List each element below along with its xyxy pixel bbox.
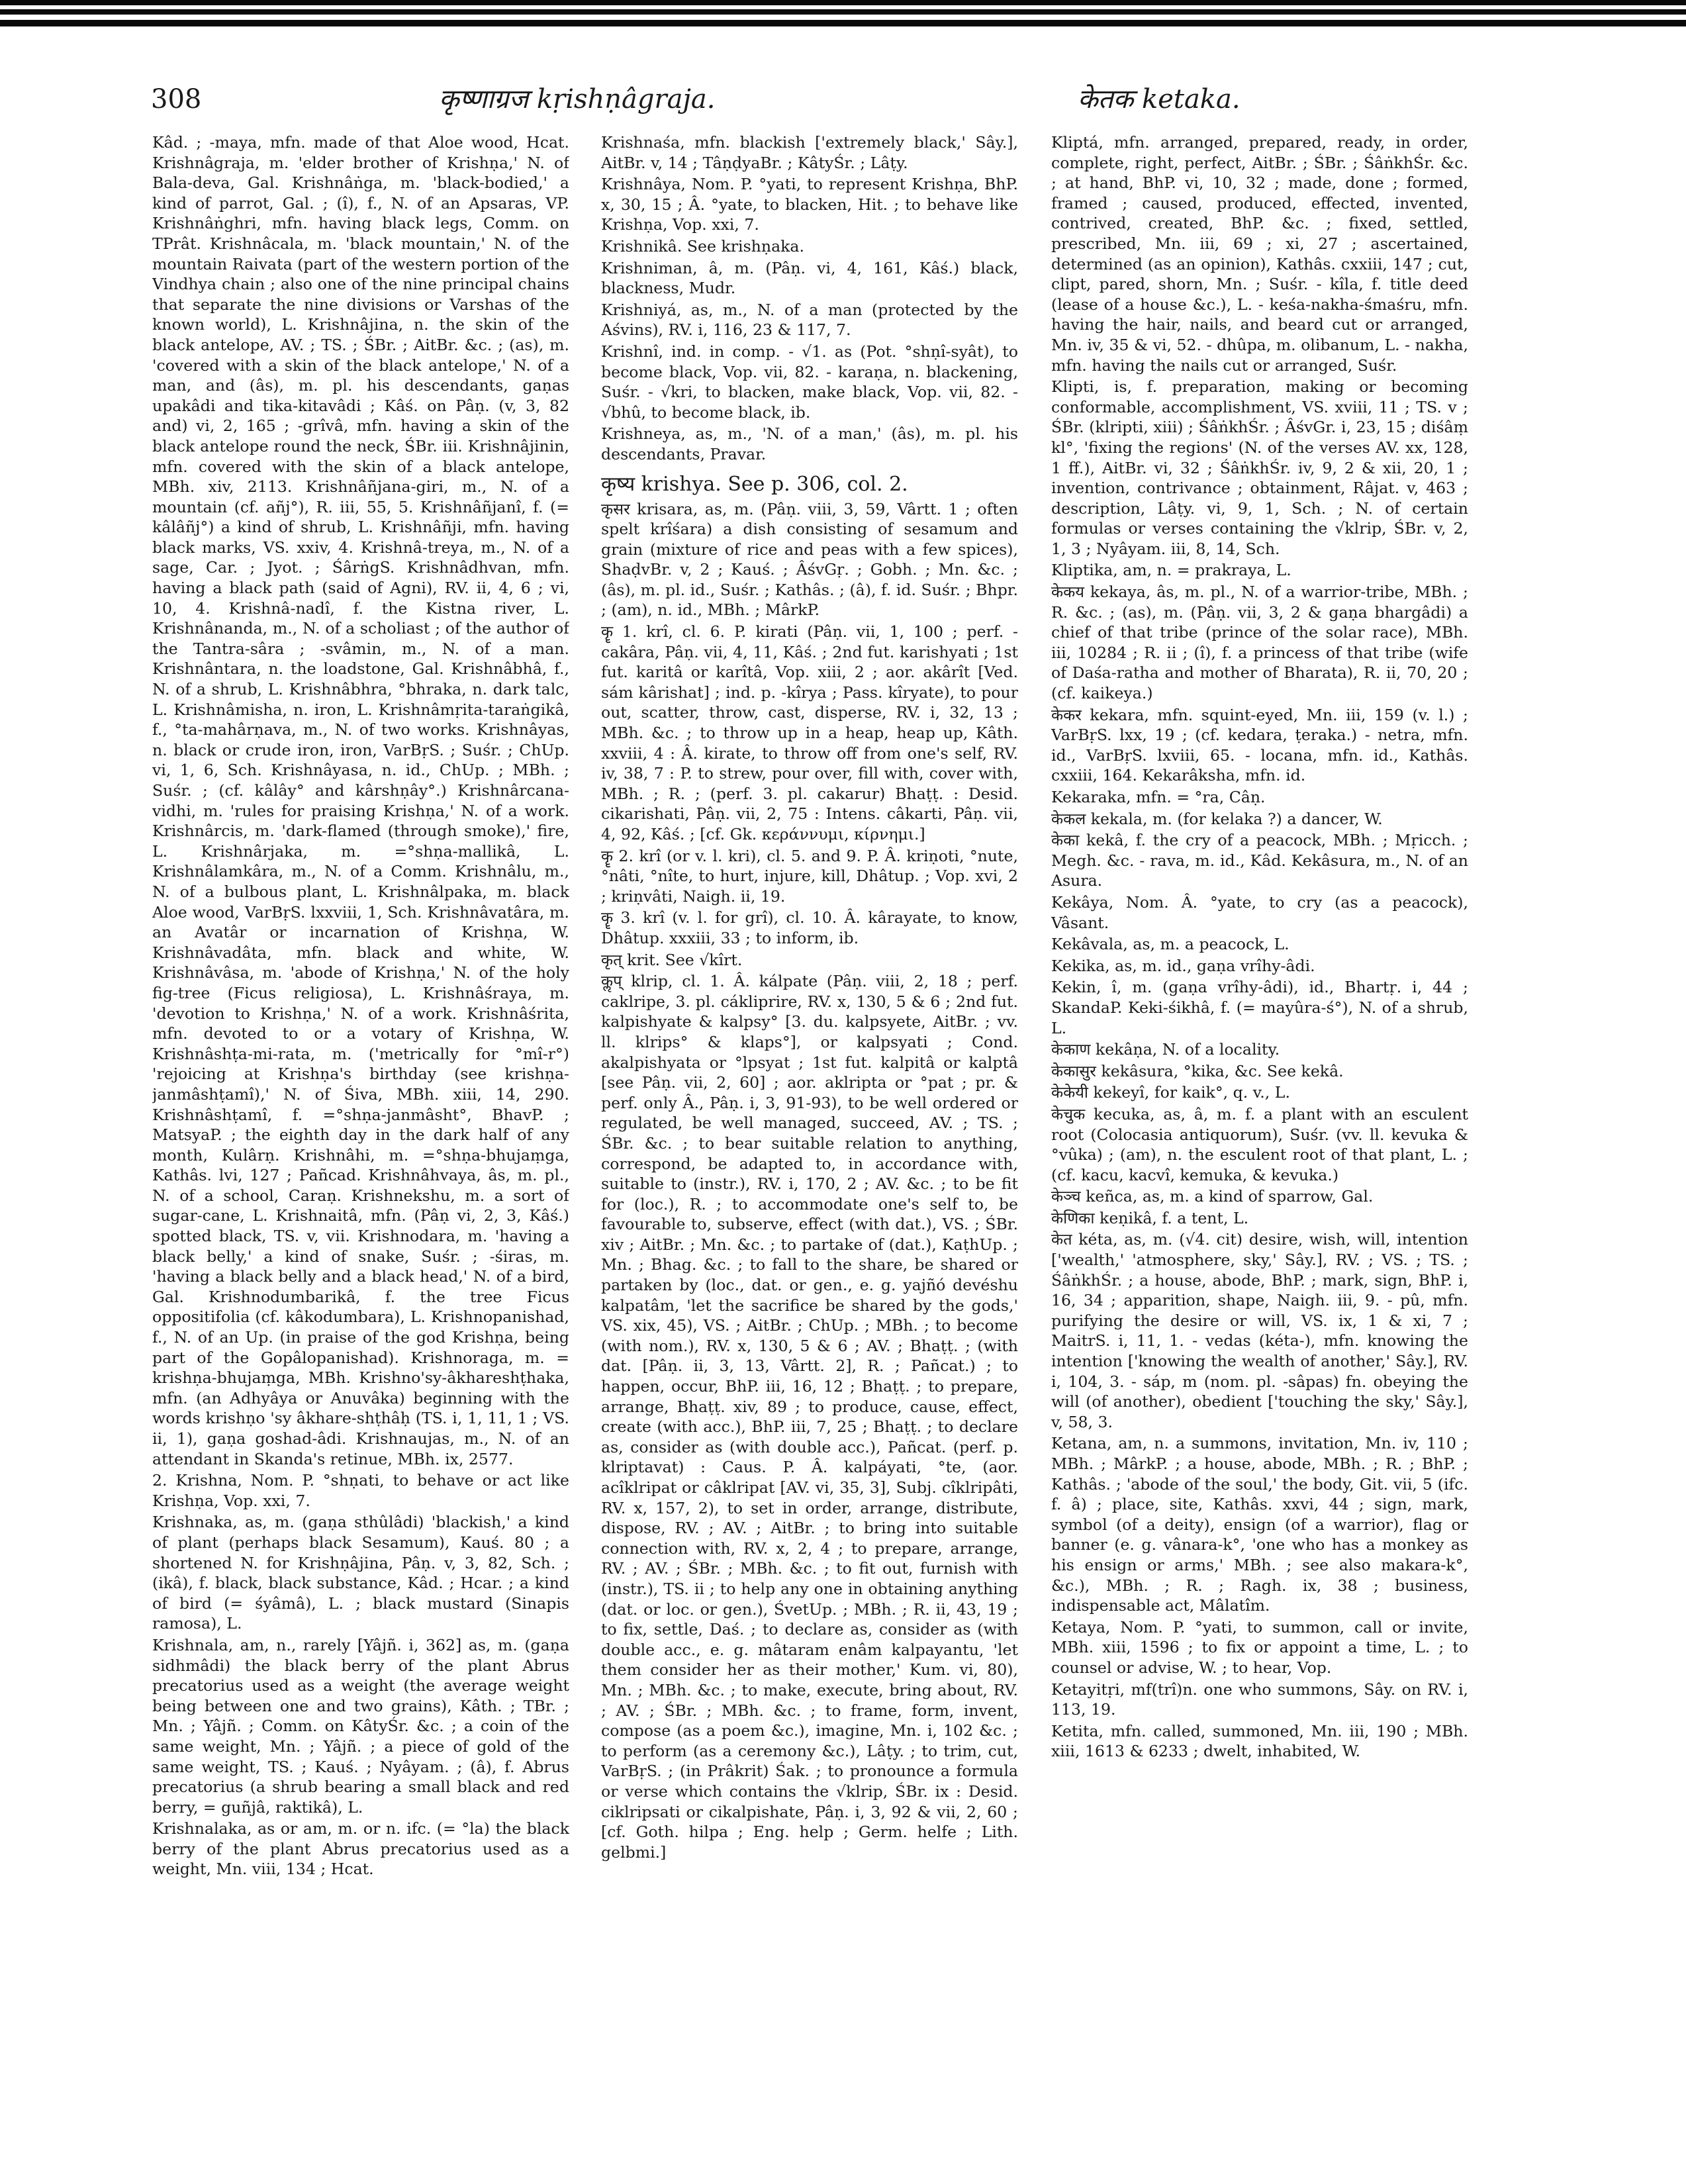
right-headword: केतक ketaka. [1078,84,1241,115]
entry-block: Klipti, is, f. preparation, making or becoming conformable, accomplishment, VS. xviii, 11 ; TS. v ; ŚBr. (klripti, xiii) ; ŚâṅkhŚr. ; ÂśvGr. i, 23, 15 ; diśâṃ kl°, 'fixing the regions' (N. of the verses AV. xx, 128, 1 ff.), AitBr. vi, 32 ; ŚâṅkhŚr. iv, 9, 2 & xii, 20, 1 ; invention, contrivance ; obtainment, Râjat. v, 463 ; description, Lâṭy. vi, 9, 1, Sch. ; N. of certain formulas or verses containing the √klrip, ŚBr. v, 2, 1, 3 ; Nyâyam. iii, 8, 14, Sch. [1051,377,1468,558]
entry-block: Kekâvala, as, m. a peacock, L. [1051,935,1289,954]
column-2 [601,132,1018,2165]
entry-block: Krishnala, am, n., rarely [Yâjñ. i, 362] as, m. (gaṇa sidhmâdi) the black berry of the plant Abrus precatorius used as a weight (the average weight being between one and two grains), Kâth. ; TBr. ; Mn. ; Yâjñ. ; Comm. on KâtyŚr. &c. ; a coin of the same weight, Mn. ; Yâjñ. ; a piece of gold of the same weight, TS. ; Kauś. ; Nyâyam. ; (â), f. Abrus precatorius (a shrub bearing a small black and red berry, = guñjâ, raktikâ), L. [152,1635,569,1817]
entry-block: केकासुर kekâsura, °kika, &c. See kekâ. [1051,1061,1344,1080]
entry-block: केकय kekaya, âs, m. pl., N. of a warrior-tribe, MBh. ; R. &c. ; (as), m. (Pâṇ. vii, 3, 2 & gaṇa bhargâdi) a chief of that tribe (prince of the solar race), MBh. iii, 10284 ; R. ii ; (î), f. a princess of that tribe (wife of Daśa-ratha and mother of Bharata), R. ii, 70, 20 ; (cf. kaikeya.) [1051,583,1468,703]
entry-block: Krishnaśa, mfn. blackish ['extremely black,' Sây.], AitBr. v, 14 ; TâṇḍyaBr. ; KâtyŚr. ; Lâṭy. [601,133,1018,172]
entry-block: Kliptá, mfn. arranged, prepared, ready, in order, complete, right, perfect, AitBr. ; ŚBr. ; ŚâṅkhŚr. &c. ; at hand, BhP. vi, 10, 32 ; made, done ; formed, framed ; caused, produced, effected, invented, contrived, created, BhP. &c. ; fixed, settled, prescribed, Mn. iii, 69 ; xi, 27 ; ascertained, determined (as an opinion), Kathâs. cxxiii, 147 ; cut, clipt, pared, shorn, Mn. ; Suśr. - kîla, f. title deed (lease of a house &c.), L. - keśa-nakha-śmaśru, mfn. having the hair, nails, and beard cut or arranged, Mn. iv, 35 & vi, 52. - dhûpa, m. olibanum, L. - nakha, mfn. having the nails cut or arranged, Suśr. [1051,133,1468,375]
entry-block: केकाण kekâṇa, N. of a locality. [1051,1040,1280,1059]
entry-block: कॢप् klrip, cl. 1. Â. kálpate (Pâṇ. viii, 2, 18 ; perf. caklripe, 3. pl. cákliprire, RV. x, 130, 5 & 6 ; 2nd fut. kalpishyate & kalpsy° [3. du. kalpsyete, AitBr. ; vv. ll. klrips° & klaps°], or kalpsyati ; Cond. akalpishyata or °lpsyat ; 1st fut. kalpitâ or kalptâ [see Pâṇ. vii, 2, 60] ; aor. aklripta or °pat ; pr. & perf. only Â., Pâṇ. i, 3, 91-93), to be well ordered or regulated, be well managed, succeed, AV. ; TS. ; ŚBr. &c. ; to bear suitable relation to anything, correspond, be adapted to, in accordance with, suitable to (instr.), RV. i, 170, 2 ; AV. &c. ; to be fit for (loc.), R. ; to accommodate one's self to, be favourable to, subserve, effect (with dat.), VS. ; ŚBr. xiv ; AitBr. ; Mn. &c. ; to partake of (dat.), KaṭhUp. ; Mn. ; Bhag. &c. ; to fall to the share, be shared or partaken by (loc., dat. or gen., e. g. yajñó devéshu kalpatâm, 'let the sacrifice be shared by the gods,' VS. xix, 45), VS. ; AitBr. ; ChUp. ; MBh. ; to become (with nom.), RV. x, 130, 5 & 6 ; AV. ; Bhaṭṭ. ; (with dat. [Pâṇ. ii, 3, 13, Vârtt. 2], R. ; Pañcat.) ; to happen, occur, BhP. iii, 16, 12 ; Bhaṭṭ. ; to prepare, arrange, Bhaṭṭ. xiv, 89 ; to produce, cause, effect, create (with acc.), BhP. iii, 7, 25 ; Bhaṭṭ. ; to declare as, consider as (with double acc.), Pañcat. (perf. p. klriptavat) : Caus. P. Â. kalpáyati, °te, (aor. acîklripat or câklripat [AV. vi, 35, 3], Subj. cîklripâti, RV. x, 157, 2), to set in order, arrange, distribute, dispose, RV. ; AV. ; AitBr. ; to bring into suitable connection with, RV. x, 2, 4 ; to prepare, arrange, RV. ; AV. ; ŚBr. ; MBh. &c. ; to fit out, furnish with (instr.), TS. ii ; to help any one in obtaining anything (dat. or loc. or gen.), ŚvetUp. ; MBh. ; R. ii, 43, 19 ; to fix, settle, Daś. ; to declare as, consider as (with double acc., e. g. mâtaram enâm kalpayantu, 'let them consider her as their mother,' Kum. vi, 80), Mn. ; MBh. &c. ; to make, execute, bring about, RV. ; AV. ; ŚBr. ; MBh. &c. ; to frame, form, invent, compose (as a poem &c.), imagine, Mn. i, 102 &c. ; to perform (as a ceremony &c.), Lâṭy. ; to trim, cut, VarBṛS. ; (in Prâkrit) Śak. ; to pronounce a formula or verse which contains the √klrip, ŚBr. ix : Desid. ciklripsati or cikalpishate, Pâṇ. i, 3, 92 & vii, 2, 60 ; [cf. Goth. hilpa ; Eng. help ; Germ. helfe ; Lith. gelbmi.] [601,972,1018,1862]
entry-block: Krishniyá, as, m., N. of a man (protected by the Aśvins), RV. i, 116, 23 & 117, 7. [601,300,1018,340]
entry-block: Krishniman, â, m. (Pâṇ. vi, 4, 161, Kâś.) black, blackness, Mudr. [601,258,1018,298]
entry-block: केकर kekara, mfn. squint-eyed, Mn. iii, 159 (v. l.) ; VarBṛS. lxx, 19 ; (cf. kedara, ṭeraka.) - netra, mfn. id., VarBṛS. lxviii, 65. - locana, mfn. id., Kathâs. cxxiii, 164. Kekarâksha, mfn. id. [1051,705,1468,785]
entry-block: कॄ 1. krî, cl. 6. P. kirati (Pâṇ. vii, 1, 100 ; perf. -cakâra, Pâṇ. vii, 4, 11, Kâś. ; 2nd fut. karishyati ; 1st fut. karitâ or karîtâ, Vop. xiii, 2 ; aor. akârît [Ved. sám kârishat] ; ind. p. -kîrya ; Pass. kîryate), to pour out, scatter, throw, cast, disperse, RV. i, 32, 13 ; MBh. &c. ; to throw up in a heap, heap up, Kâth. xxviii, 4 : Â. kirate, to throw off from one's self, RV. iv, 38, 7 : P. to strew, pour over, fill with, cover with, MBh. ; R. ; (perf. 3. pl. cakarur) Bhaṭṭ. : Desid. cikarishati, Pâṇ. vii, 2, 75 : Intens. câkarti, Pâṇ. vii, 4, 92, Kâś. ; [cf. Gk. κεράννυμι, κίρνημι.] [601,622,1018,843]
entry-block: कृत् krit. See √kîrt. [601,950,743,969]
entry-block: Krishnikâ. See krishṇaka. [601,236,804,256]
entry-block: Krishneya, as, m., 'N. of a man,' (âs), m. pl. his descendants, Pravar. [601,424,1018,463]
entry-block: Krishnî, ind. in comp. - √1. as (Pot. °shṇî-syât), to become black, Vop. vii, 82. - karaṇa, n. blackening, Suśr. - √kri, to blacken, make black, Vop. vii, 82. - √bhû, to become black, ib. [601,342,1018,422]
entry-block: Krishnâya, Nom. P. °yati, to represent Krishṇa, BhP. x, 30, 15 ; Â. °yate, to blacken, Hit. ; to behave like Krishṇa, Vop. xxi, 7. [601,175,1018,234]
page-header [151,78,1541,120]
entry-block: कृष्य krishya. See p. 306, col. 2. [601,472,908,496]
entry-block: Krishnaka, as, m. (gaṇa sthûlâdi) 'blackish,' a kind of plant (perhaps black Sesamum), Kauś. 80 ; a shortened N. for Krishṇâjina, Pâṇ. v, 3, 82, Sch. ; (ikâ), f. black, black substance, Kâd. ; Hcar. ; a kind of bird (= śyâmâ), L. ; black mustard (Sinapis ramosa), L. [152,1513,569,1633]
entry-block: Kliptika, am, n. = prakraya, L. [1051,561,1291,580]
entry-block: केकल kekala, m. (for kelaka ?) a dancer, W. [1051,809,1383,828]
entry-block: Kekâya, Nom. Â. °yate, to cry (as a peacock), Vâsant. [1051,892,1468,932]
entry-block: केत kéta, as, m. (√4. cit) desire, wish, will, intention ['wealth,' 'atmosphere, sky,' Sây.], RV. ; VS. ; TS. ; ŚâṅkhŚr. ; a house, abode, BhP. ; mark, sign, BhP. i, 16, 34 ; apparition, shape, Naigh. iii, 9. - pû, mfn. purifying the desire or will, VS. ix, 1 & xi, 7 ; MaitrS. i, 11, 1. - vedas (kéta-), mfn. knowing the intention ['knowing the wealth of another,' Sây.], RV. i, 104, 3. - sáp, m (nom. pl. -sâpas) fn. obeying the will (of another), obedient ['touching the sky,' Sây.], v, 58, 3. [1051,1230,1468,1431]
entry-block: केचुक kecuka, as, â, m. f. a plant with an esculent root (Colocasia antiquorum), Suśr. (vv. ll. kevuka & °vûka) ; (am), n. the esculent root of that plant, L. ; (cf. kacu, kacvî, kemuka, & kevuka.) [1051,1104,1468,1184]
column-3 [1051,132,1468,2165]
column-1 [152,132,569,2165]
entry-block: Kâd. ; -maya, mfn. made of that Aloe wood, Hcat. Krishnâgraja, m. 'elder brother of Krishṇa,' N. of Bala-deva, Gal. Krishnâṅga, m. 'black-bodied,' a kind of parrot, Gal. ; (î), f., N. of an Apsaras, VP. Krishnâṅghri, mfn. having black legs, Comm. on TPrât. Krishnâcala, m. 'black mountain,' N. of the mountain Raivata (part of the western portion of the Vindhya chain ; also one of the nine principal chains that separate the nine divisions or Varshas of the known world), L. Krishnâjina, n. the skin of the black antelope, AV. ; TS. ; ŚBr. ; AitBr. &c. ; (as), m. 'covered with a skin of the black antelope,' N. of a man, and (âs), m. pl. his descendants, gaṇas upakâdi and tika-kitavâdi ; Kâś. on Pâṇ. (v, 3, 82 and) vi, 2, 165 ; -grîvâ, mfn. having a skin of the black antelope round the neck, ŚBr. iii. Krishnâjinin, mfn. covered with the skin of a black antelope, MBh. xiv, 2113. Krishnâñjana-giri, m., N. of a mountain (cf. añj°), R. iii, 55, 5. Krishnâñjanî, f. (= kâlâñj°) a kind of shrub, L. Krishnâñji, mfn. having black marks, VS. xxiv, 4. Krishnâ-treya, m., N. of a sage, Car. ; Jyot. ; ŚârṅgS. Krishnâdhvan, mfn. having a black path (said of Agni), RV. ii, 4, 6 ; vi, 10, 4. Krishnâ-nadî, f. the Kistna river, L. Krishnânanda, m., N. of a scholiast ; of the author of the Tantra-sâra ; -svâmin, m., N. of a man. Krishnântara, n. the loadstone, Gal. Krishnâbhâ, f., N. of a shrub, L. Krishnâbhra, °bhraka, n. dark talc, L. Krishnâmisha, n. iron, L. Krishnâmṛita-taraṅgikâ, f., °ta-mahârṇava, m., N. of two works. Krishnâyas, n. black or crude iron, iron, VarBṛS. ; Suśr. ; ChUp. vi, 1, 6, Sch. Krishnâyasa, n. id., ChUp. ; MBh. ; Suśr. ; (cf. kâlây° and kârshṇây°.) Krishnârcana-vidhi, m. 'rules for praising Krishṇa,' N. of a work. Krishnârcis, m. 'dark-flamed (through smoke),' fire, L. Krishnârjaka, m. =°shṇa-mallikâ, L. Krishnâlamkâra, m., N. of a Comm. Krishnâlu, m., N. of a bulbous plant, L. Krishnâlpaka, m. black Aloe wood, VarBṛS. lxxviii, 1, Sch. Krishnâvatâra, m. an Avatâr or incarnation of Krishṇa, W. Krishnâvadâta, mfn. black and white, W. Krishnâvâsa, m. 'abode of Krishṇa,' N. of the holy fig-tree (Ficus religiosa), L. Krishnâśraya, m. 'devotion to Krishṇa,' N. of a work. Krishnâśrita, mfn. devoted to or a votary of Krishṇa, W. Krishnâshṭa-mi-rata, m. ('metrically for °mî-r°) 'rejoicing at Krishṇa's birthday (see krishṇa-janmâshṭamî),' N. of Śiva, MBh. xiii, 14, 290. Krishnâshṭamî, f. =°shṇa-janmâsht°, BhavP. ; MatsyaP. ; the eighth day in the dark half of any month, Kulârṇ. Krishnâhi, m. =°shṇa-bhujaṃga, Kathâs. lvi, 127 ; Pañcad. Krishnâhvaya, âs, m. pl., N. of a school, Caraṇ. Krishnekshu, m. a sort of sugar-cane, L. Krishnaitâ, mfn. (Pâṇ vi, 2, 3, Kâś.) spotted black, TS. v, vii. Krishnodara, m. 'having a black belly,' a kind of snake, Suśr. ; -śiras, m. 'having a black belly and a black head,' N. of a bird, Gal. Krishnodumbarikâ, f. the tree Ficus oppositifolia (cf. kâkodumbara), L. Krishnopanishad, f., N. of an Up. (in praise of the god Krishṇa, being part of the Gopâlopanishad). Krishnoraga, m. = krishṇa-bhujaṃga, MBh. Krishno'sy-âkhareshṭhaka, mfn. (an Adhyâya or Anuvâka) beginning with the words krishṇo 'sy âkhare-shṭhâḥ (TS. i, 1, 11, 1 ; VS. ii, 1), gaṇa goshad-âdi. Krishnaujas, m., N. of an attendant in Skanda's retinue, MBh. ix, 2577. [152,133,569,1468]
entry-block: Ketayitṛi, mf(trî)n. one who summons, Sây. on RV. i, 113, 19. [1051,1680,1468,1719]
page-number: 308 [151,84,202,115]
entry-block: Kekin, î, m. (gaṇa vrîhy-âdi), id., Bhartṛ. i, 44 ; SkandaP. Keki-śikhâ, f. (= mayûra-ś°), N. of a shrub, L. [1051,978,1468,1037]
entry-block: केकेयी kekeyî, for kaik°, q. v., L. [1051,1083,1290,1102]
entry-block: केका kekâ, f. the cry of a peacock, MBh. ; Mṛicch. ; Megh. &c. - rava, m. id., Kâd. Kekâsura, m., N. of an Asura. [1051,831,1468,890]
entry-block: कॄ 2. krî (or v. l. kri), cl. 5. and 9. P. Â. kriṇoti, °nute, °nâti, °nîte, to hurt, injure, kill, Dhâtup. ; Vop. xvi, 2 ; kriṇvâti, Naigh. ii, 19. [601,846,1018,906]
entry-block: कॄ 3. krî (v. l. for grî), cl. 10. Â. kârayate, to know, Dhâtup. xxxiii, 33 ; to inform, ib. [601,908,1018,947]
entry-block: कृसर krisara, as, m. (Pâṇ. viii, 3, 59, Vârtt. 1 ; often spelt krîśara) a dish consisting of sesamum and grain (mixture of rice and peas with a few spices), ShaḍvBr. v, 2 ; Kauś. ; ÂśvGṛ. ; Gobh. ; Mn. &c. ; (âs), m. pl. id., Suśr. ; Kathâs. ; (â), f. id. Suśr. ; Bhpr. ; (am), n. id., MBh. ; MârkP. [601,499,1018,620]
entry-block: Ketana, am, n. a summons, invitation, Mn. iv, 110 ; MBh. ; MârkP. ; a house, abode, MBh. ; R. ; BhP. ; Kathâs. ; 'abode of the soul,' the body, Git. vii, 5 (ifc. f. â) ; place, site, Kathâs. xxvi, 44 ; sign, mark, symbol (of a deity), ensign (of a warrior), flag or banner (e. g. vânara-k°, 'one who has a monkey as his ensign or arms,' MBh. ; see also makara-k°, &c.), MBh. ; R. ; Ragh. ix, 38 ; business, indispensable act, Mâlatîm. [1051,1434,1468,1615]
entry-block: Ketita, mfn. called, summoned, Mn. iii, 190 ; MBh. xiii, 1613 & 6233 ; dwelt, inhabited, W. [1051,1721,1468,1761]
entry-block: Ketaya, Nom. P. °yati, to summon, call or invite, MBh. xiii, 1596 ; to fix or appoint a time, L. ; to counsel or advise, W. ; to hear, Vop. [1051,1617,1468,1677]
entry-block: Kekika, as, m. id., gaṇa vrîhy-âdi. [1051,956,1315,975]
entry-block: Krishnalaka, as or am, m. or n. ifc. (= °la) the black berry of the plant Abrus precatorius used as a weight, Mn. viii, 134 ; Hcat. [152,1819,569,1879]
left-headword: कृष्णाग्रज kṛishṇâgraja. [439,84,716,115]
top-rule [0,0,1686,46]
entry-block: Kekaraka, mfn. = °ra, Câṇ. [1051,788,1266,806]
entry-block: 2. Krishna, Nom. P. °shṇati, to behave or act like Krishṇa, Vop. xxi, 7. [152,1471,569,1510]
entry-block: केणिका keṇikâ, f. a tent, L. [1051,1208,1249,1227]
entry-block: केञ्च keñca, as, m. a kind of sparrow, Gal. [1051,1187,1374,1206]
